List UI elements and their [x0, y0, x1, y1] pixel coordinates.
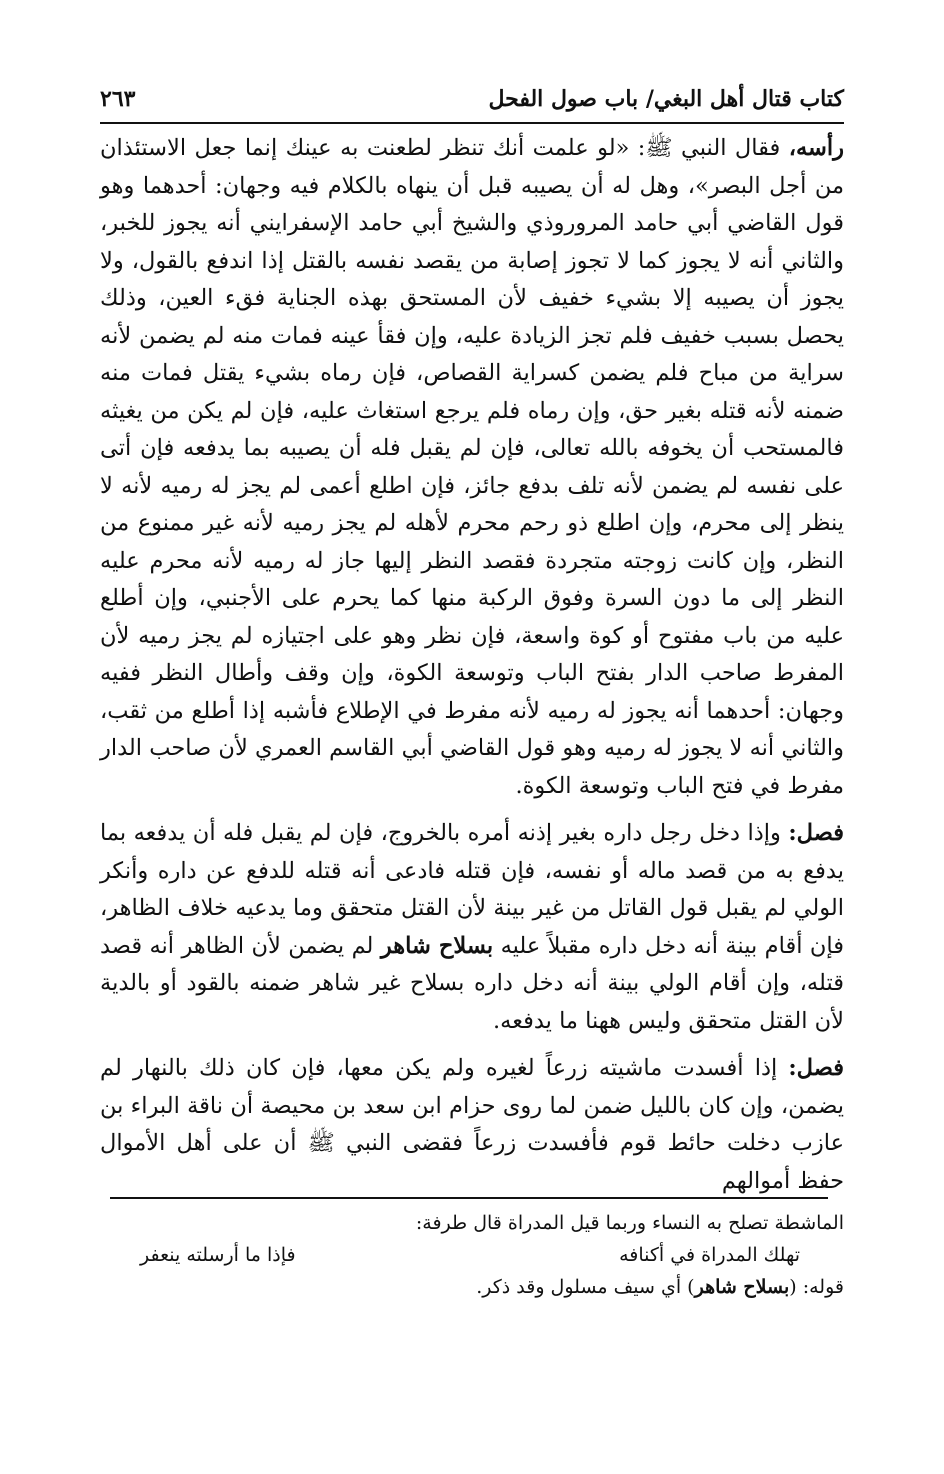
paragraph-2-lead: فصل: — [788, 820, 844, 846]
paragraph-3 — [100, 1050, 844, 1200]
footnotes — [100, 1207, 844, 1303]
paragraph-1-lead: رأسه، — [788, 135, 844, 161]
paragraph-1-text: فقال النبي ﷺ: «لو علمت أنك تنظر لطعنت به عينك إنما جعل الاستئذان من أجل البصر»، وهل له أن يصيبه قبل أن ينهاه بالكلام فيه وجهان: أحدهما وهو قول القاضي أبي حامد المروروذي والشيخ أبي حامد الإسفرايني أنه يجوز للخبر، والثاني أنه لا يجوز كما لا تجوز إصابة من يقصد نفسه بالقتل إذا اندفع بالقول، ولا يجوز أن يصيبه إلا بشيء خفيف لأن المستحق بهذه الجناية فقء العين، وذلك يحصل بسبب خفيف فلم تجز الزيادة عليه، وإن فقأ عينه فمات منه لم يضمن لأنه سراية من مباح فلم يضمن كسراية القصاص، فإن رماه بشيء يقتل فمات منه ضمنه لأنه قتله بغير حق، وإن رماه فلم يرجع استغاث عليه، فإن لم يكن من يغيثه فالمستحب أن يخوفه بالله تعالى، فإن لم يقبل فله أن يصيبه بما يدفعه فإن أتى على نفسه لم يضمن لأنه تلف بدفع جائز، فإن اطلع أعمى لم يجز له رميه لأنه لا ينظر إلى محرم، وإن اطلع ذو رحم محرم لأهله لم يجز رميه لأنه غير ممنوع من النظر، وإن كانت زوجته متجردة فقصد النظر إليها جاز له رميه لأنه محرم عليه النظر إلى ما دون السرة وفوق الركبة منها كما يحرم على الأجنبي، وإن أطلع عليه من باب مفتوح أو كوة واسعة، فإن نظر وهو على اجتيازه لم يجز رميه لأن المفرط صاحب الدار بفتح الباب وتوسعة الكوة، وإن وقف وأطال النظر ففيه وجهان: أحدهما أنه يجوز له رميه لأنه مفرط في الإطلاع فأشبه إذا أطلع من ثقب، والثاني أنه لا يجوز له رميه وهو قول القاضي أبي القاسم العمري لأن صاحب الدار مفرط في فتح الباب وتوسعة الكوة. — [100, 135, 844, 799]
paragraph-2-text-a: وإذا دخل رجل داره بغير إذنه أمره بالخروج، فإن لم يقبل فله أن يدفعه بما يدفع به من قصد ماله أو نفسه، فإن قتله فادعى أنه قتله للدفع عن داره وأنكر الولي لم يقبل قول القاتل من غير بينة لأن القتل متحقق وما يدعيه خلاف الظاهر، فإن أقام بينة أنه دخل داره مقبلاً عليه — [100, 820, 844, 959]
paragraph-1 — [100, 130, 844, 805]
footnote-divider — [110, 1197, 828, 1199]
page-number: ٢٦٣ — [100, 86, 136, 112]
verse-second-hemistich: فإذا ما أرسلته ينعفر — [140, 1244, 296, 1266]
running-header — [100, 82, 844, 124]
paragraph-2-text-b: لم يضمن لأن الظاهر أنه قصد قتله، وإن أقام الولي بينة أنه دخل داره بسلاح غير شاهر ضمنه بالقود أو بالدية لأن القتل متحقق وليس ههنا ما يدفعه. — [100, 932, 844, 1034]
footnote-line-3-bold: بسلاح شاهر — [694, 1276, 790, 1298]
footnote-line-3-post: ) أي سيف مسلول وقد ذكر. — [476, 1276, 695, 1298]
paragraph-3-text: إذا أفسدت ماشيته زرعاً لغيره ولم يكن معها، فإن كان ذلك بالنهار لم يضمن، وإن كان بالليل ضمن لما روى حزام ابن سعد بن محيصة أن ناقة البراء بن عازب دخلت حائط قوم فأفسدت زرعاً فقضى النبي ﷺ أن على أهل الأموال حفظ أموالهم — [100, 1055, 844, 1194]
footnote-line-3-pre: قوله: ( — [789, 1276, 844, 1298]
verse-first-hemistich: تهلك المدراة في أكنافه — [619, 1244, 800, 1266]
paragraph-2-bold-phrase: بسلاح شاهر — [380, 932, 494, 959]
main-text — [100, 130, 844, 1210]
footnote-verse — [100, 1239, 844, 1271]
footnote-line-1: الماشطة تصلح به النساء وربما قيل المدراة قال طرفة: — [415, 1212, 844, 1234]
paragraph-2 — [100, 815, 844, 1040]
footnote-line-3 — [100, 1271, 844, 1303]
paragraph-3-lead: فصل: — [788, 1055, 844, 1081]
chapter-title: كتاب قتال أهل البغي/ باب صول الفحل — [488, 86, 844, 112]
